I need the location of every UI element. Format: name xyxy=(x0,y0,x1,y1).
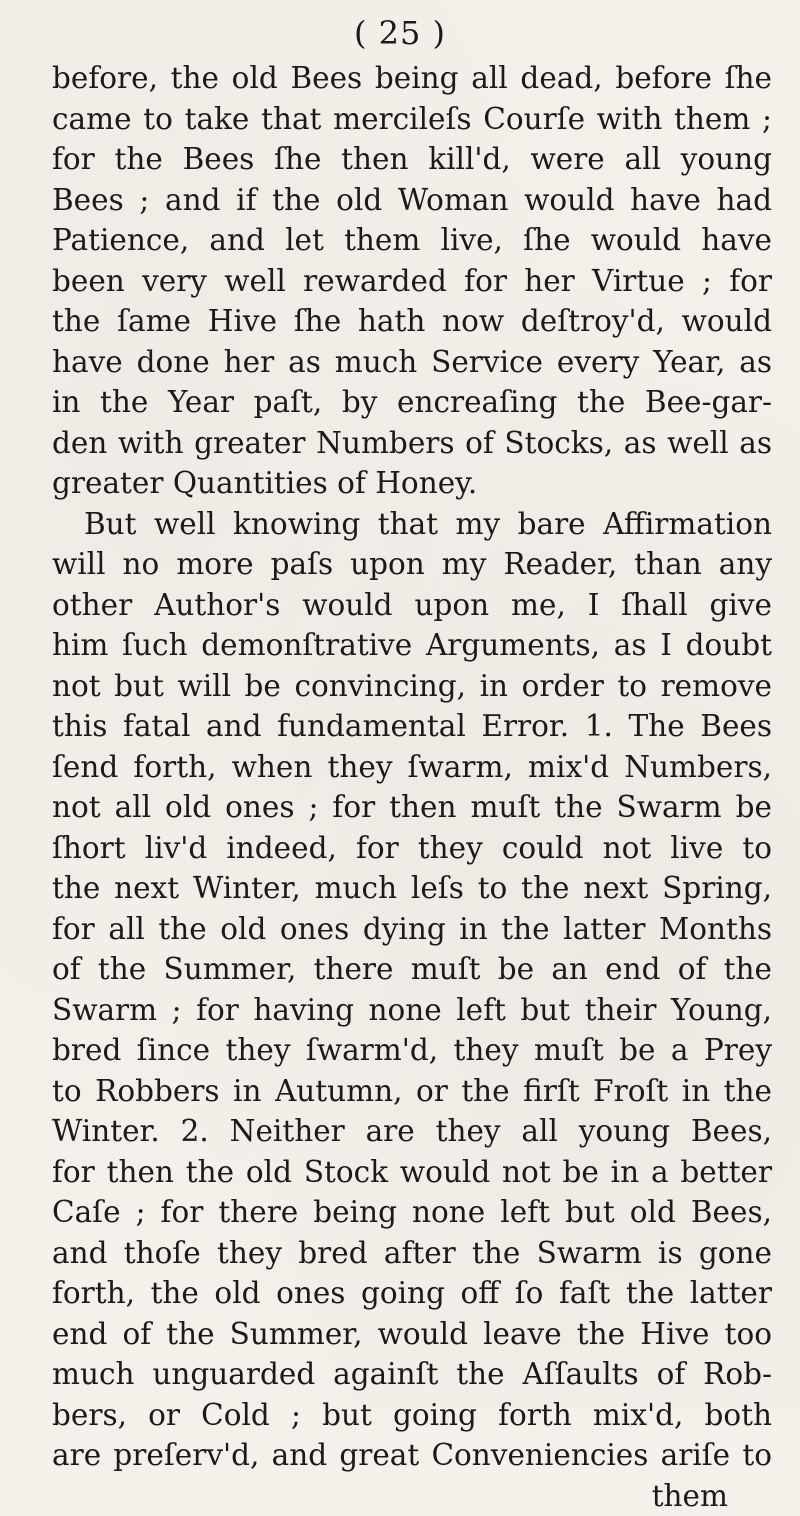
text-line: ſend forth, when they ſwarm, mix'd Numbers, xyxy=(52,747,772,788)
text-line: for all the old ones dying in the latter Months xyxy=(52,909,772,950)
text-line: to Robbers in Autumn, or the firſt Froſt in the xyxy=(52,1071,772,1112)
text-line: have done her as much Service every Year, as xyxy=(52,342,772,383)
catchword: them xyxy=(52,1476,772,1516)
body-text xyxy=(52,58,772,1516)
text-line: not but will be convincing, in order to remove xyxy=(52,666,772,707)
text-line: this fatal and fundamental Error. 1. The Bees xyxy=(52,706,772,747)
text-line: bred ſince they ſwarm'd, they muſt be a Prey xyxy=(52,1030,772,1071)
text-line: will no more paſs upon my Reader, than any xyxy=(52,544,772,585)
page-number: ( 25 ) xyxy=(0,14,800,52)
text-line: of the Summer, there muſt be an end of the xyxy=(52,949,772,990)
text-line: bers, or Cold ; but going forth mix'd, both xyxy=(52,1395,772,1436)
text-line: not all old ones ; for then muſt the Swarm be xyxy=(52,787,772,828)
text-line: But well knowing that my bare Affirmation xyxy=(52,504,772,545)
text-line: Caſe ; for there being none left but old Bees, xyxy=(52,1192,772,1233)
text-line: end of the Summer, would leave the Hive too xyxy=(52,1314,772,1355)
text-line: for the Bees ſhe then kill'd, were all young xyxy=(52,139,772,180)
text-line: in the Year paſt, by encreaſing the Bee-gar- xyxy=(52,382,772,423)
text-line: are preſerv'd, and great Conveniencies ariſe to xyxy=(52,1435,772,1476)
text-line: Winter. 2. Neither are they all young Bees, xyxy=(52,1111,772,1152)
text-line: the next Winter, much leſs to the next Spring, xyxy=(52,868,772,909)
text-line: other Author's would upon me, I ſhall give xyxy=(52,585,772,626)
text-line: much unguarded againſt the Aſſaults of Rob- xyxy=(52,1354,772,1395)
text-line: and thoſe they bred after the Swarm is gone xyxy=(52,1233,772,1274)
text-line: Patience, and let them live, ſhe would have xyxy=(52,220,772,261)
text-line: Bees ; and if the old Woman would have had xyxy=(52,180,772,221)
text-line: before, the old Bees being all dead, before ſhe xyxy=(52,58,772,99)
text-line: ſhort liv'd indeed, for they could not live to xyxy=(52,828,772,869)
text-line: been very well rewarded for her Virtue ; for xyxy=(52,261,772,302)
text-line: him ſuch demonſtrative Arguments, as I doubt xyxy=(52,625,772,666)
text-line: Swarm ; for having none left but their Young, xyxy=(52,990,772,1031)
text-line: greater Quantities of Honey. xyxy=(52,463,772,504)
text-line: for then the old Stock would not be in a better xyxy=(52,1152,772,1193)
text-line: den with greater Numbers of Stocks, as well as xyxy=(52,423,772,464)
text-line: forth, the old ones going off ſo faſt the latter xyxy=(52,1273,772,1314)
text-line: the ſame Hive ſhe hath now deſtroy'd, would xyxy=(52,301,772,342)
text-line: came to take that mercileſs Courſe with them ; xyxy=(52,99,772,140)
